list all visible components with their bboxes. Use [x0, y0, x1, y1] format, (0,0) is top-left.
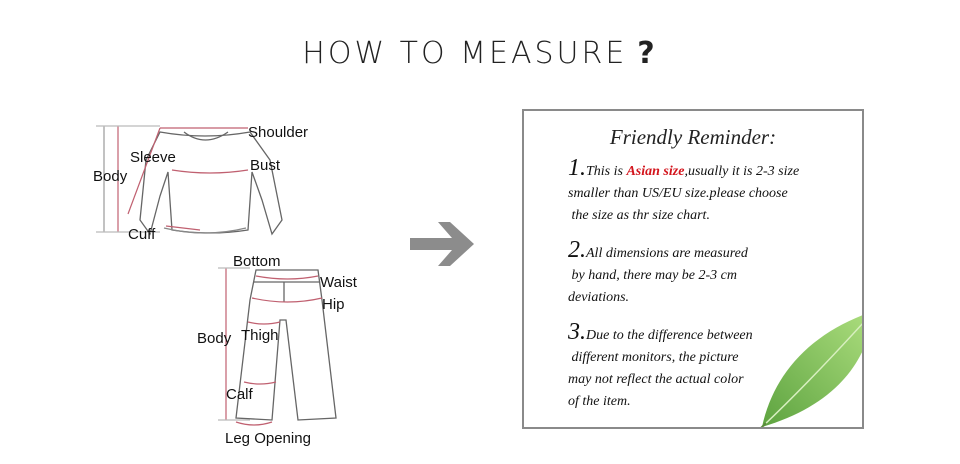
reminder-heading: Friendly Reminder:	[609, 125, 777, 149]
reminder-item-number: 2.	[568, 237, 586, 263]
label-bust: Bust	[250, 157, 281, 174]
reminder-text: by hand, there may be 2-3 cm	[568, 268, 737, 283]
label-sleeve: Sleeve	[130, 149, 176, 166]
label-body-bottom: Body	[197, 330, 232, 347]
label-cuff: Cuff	[128, 226, 156, 243]
label-hip: Hip	[322, 296, 345, 313]
label-bottom: Bottom	[233, 253, 281, 270]
friendly-reminder-card	[522, 109, 864, 429]
label-body-top: Body	[93, 168, 128, 185]
leaf-icon	[744, 301, 864, 429]
title-text: HOW TO MEASURE	[302, 36, 628, 71]
reminder-text: Due to the difference between	[586, 328, 753, 343]
reminder-text: the size as thr size chart.	[568, 208, 710, 223]
top-garment-illustration	[140, 132, 282, 234]
reminder-item-number: 3.	[568, 319, 586, 345]
label-thigh: Thigh	[241, 327, 279, 344]
reminder-text: smaller than US/EU size.please choose	[568, 186, 788, 201]
reminder-text: All dimensions are measured	[586, 246, 748, 261]
label-shoulder: Shoulder	[248, 124, 309, 141]
reminder-text: of the item.	[568, 394, 631, 409]
right-arrow-icon	[408, 218, 480, 270]
reminder-item-1	[568, 157, 858, 227]
asian-size-highlight: Asian size	[626, 164, 685, 179]
label-waist: Waist	[320, 274, 357, 291]
label-calf: Calf	[226, 386, 253, 403]
reminder-text: This is	[586, 164, 627, 179]
title-question-mark: ?	[637, 36, 658, 71]
reminder-item-2	[568, 239, 858, 309]
reminder-text: different monitors, the picture	[568, 350, 739, 365]
label-leg-opening: Leg Opening	[225, 430, 311, 447]
reminder-text: may not reflect the actual color	[568, 372, 744, 387]
reminder-item-number: 1.	[568, 155, 586, 181]
reminder-text: ,usually it is 2-3 size	[684, 164, 800, 179]
reminder-text: deviations.	[568, 290, 630, 305]
